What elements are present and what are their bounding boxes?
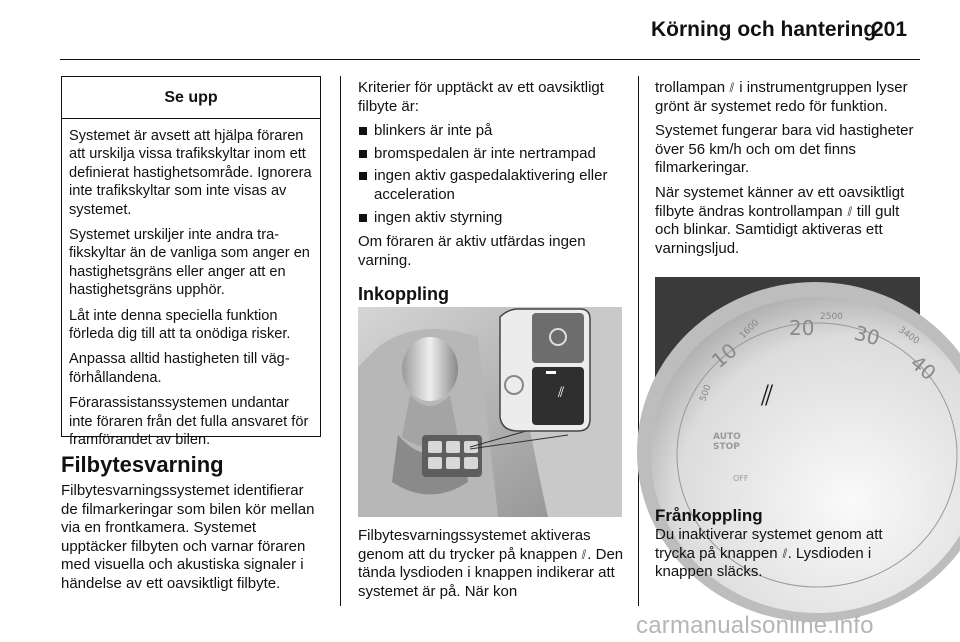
lane-assist-icon: ⫽ bbox=[582, 546, 587, 562]
caution-box bbox=[61, 76, 321, 449]
control-lamp-text-1: trollampan bbox=[655, 79, 726, 96]
caution-paragraph: Systemet är avsett att hjälpa föraren att urskilja vissa trafikskyltar inom ett definierat hastighetsområde. Ignorera inte trafikskyltar som inte visas av systemet. bbox=[69, 128, 312, 218]
speed-tick-label: 30 bbox=[851, 320, 883, 351]
caution-paragraph: Anpassa alltid hastigheten till vägförhållandena. bbox=[69, 351, 290, 386]
active-driver-note: Om föraren är aktiv utfärdas ingen varning. bbox=[358, 233, 586, 269]
lane-assist-icon: ⫽ bbox=[847, 203, 853, 219]
rpm-tick-label: 1600 bbox=[738, 317, 762, 342]
section-heading-activation: Inkoppling bbox=[358, 284, 449, 305]
control-lamp-paragraph bbox=[655, 79, 921, 116]
deactivation-text-1: Du inaktiverar systemet genom att trycka på knappen bbox=[655, 526, 883, 562]
lane-assist-icon: ⫽ bbox=[729, 80, 735, 95]
rpm-tick-label: 2500 bbox=[820, 312, 843, 322]
deactivation-text-2: . Lysdioden i knappen släcks. bbox=[655, 544, 872, 581]
deactivation-section bbox=[655, 506, 921, 588]
lane-warning-section bbox=[61, 452, 323, 600]
detect-paragraph bbox=[655, 184, 921, 258]
page-number: 201 bbox=[872, 18, 908, 41]
column-divider-2 bbox=[638, 76, 639, 606]
column-divider-1 bbox=[340, 76, 341, 606]
caution-paragraph: Systemet urskiljer inte andra trafikskyltar än de vanliga som anger en hastighetsgräns eller anger att en hastighetsgräns upphör. bbox=[69, 227, 310, 299]
caution-paragraph: Förarassistanssystemen undantar inte föraren från det fulla ansvaret för framförandet av bilen. bbox=[69, 395, 309, 449]
speed-tick-label: 10 bbox=[706, 338, 742, 373]
speed-note: Systemet fungerar bara vid hastigheter över 56 km/h och om det finns filmarkeringar. bbox=[655, 122, 914, 177]
speed-tick-label: 20 bbox=[789, 316, 815, 340]
instrument-gauge-illustration bbox=[655, 277, 941, 487]
deactivation-paragraph bbox=[655, 526, 921, 582]
speed-tick-label: 40 bbox=[905, 350, 941, 386]
off-label: OFF bbox=[733, 474, 749, 483]
caution-paragraph: Låt inte denna speciella funktion förleda dig till att ta onödiga risker. bbox=[69, 307, 291, 343]
header-rule bbox=[60, 59, 920, 60]
section-heading-deactivation: Frånkoppling bbox=[655, 506, 763, 525]
list-item: blinkers är inte på bbox=[358, 122, 624, 141]
lane-assist-icon: ⫽ bbox=[782, 545, 787, 561]
control-lamp-text-2: i instrumentgruppen lyser grönt är systemet redo för funktion. bbox=[655, 79, 908, 115]
caution-body bbox=[62, 119, 320, 450]
criteria-section bbox=[358, 79, 624, 315]
console-illustration-svg bbox=[358, 307, 622, 517]
lane-warning-intro: Filbytesvarningssystemet identifierar de filmarkeringar som bilen kör mellan via en frontkamera. Systemet upptäcker filbyten och varnar föraren med visuella och akustiska signaler i händelse av ett oavsiktligt filbyte. bbox=[61, 482, 315, 592]
console-button-illustration bbox=[358, 307, 622, 517]
caution-title: Se upp bbox=[62, 77, 320, 119]
page-header-title: Körning och hantering bbox=[651, 18, 877, 41]
activation-paragraph bbox=[358, 527, 626, 601]
lane-assist-icon: ⫽ bbox=[558, 385, 565, 401]
list-item: bromspedalen är inte nertrampad bbox=[358, 145, 624, 164]
rpm-tick-label: 3400 bbox=[896, 325, 921, 347]
list-item: ingen aktiv styrning bbox=[358, 209, 624, 228]
rpm-tick-label: 500 bbox=[698, 383, 714, 404]
auto-stop-label: STOP bbox=[713, 442, 740, 452]
watermark: carmanualsonline.info bbox=[636, 612, 874, 639]
activation-text-1: Filbytesvarningssystemet aktiveras genom att du trycker på knappen bbox=[358, 527, 591, 563]
criteria-intro: Kriterier för upptäckt av ett oavsiktligt filbyte är: bbox=[358, 79, 604, 115]
lane-assist-icon: ⫽ bbox=[761, 379, 774, 412]
activation-text-2: . Den tända lysdioden i knappen indikerar att systemet är på. När kon bbox=[358, 545, 624, 600]
list-item: ingen aktiv gaspedalaktivering eller acceleration bbox=[358, 167, 624, 204]
gauge-illustration-svg bbox=[655, 277, 941, 487]
auto-stop-label: AUTO bbox=[713, 432, 741, 442]
detect-text-1: När systemet känner av ett oavsiktligt filbyte ändras kontrollampan bbox=[655, 183, 905, 220]
activation-text bbox=[358, 527, 626, 601]
detect-text-2: till gult och blinkar. Samtidigt aktiveras ett varningsljud. bbox=[655, 202, 900, 257]
section-heading-lane-warning: Filbytesvarning bbox=[61, 452, 224, 477]
criteria-list bbox=[358, 122, 624, 227]
column-3 bbox=[655, 79, 921, 264]
